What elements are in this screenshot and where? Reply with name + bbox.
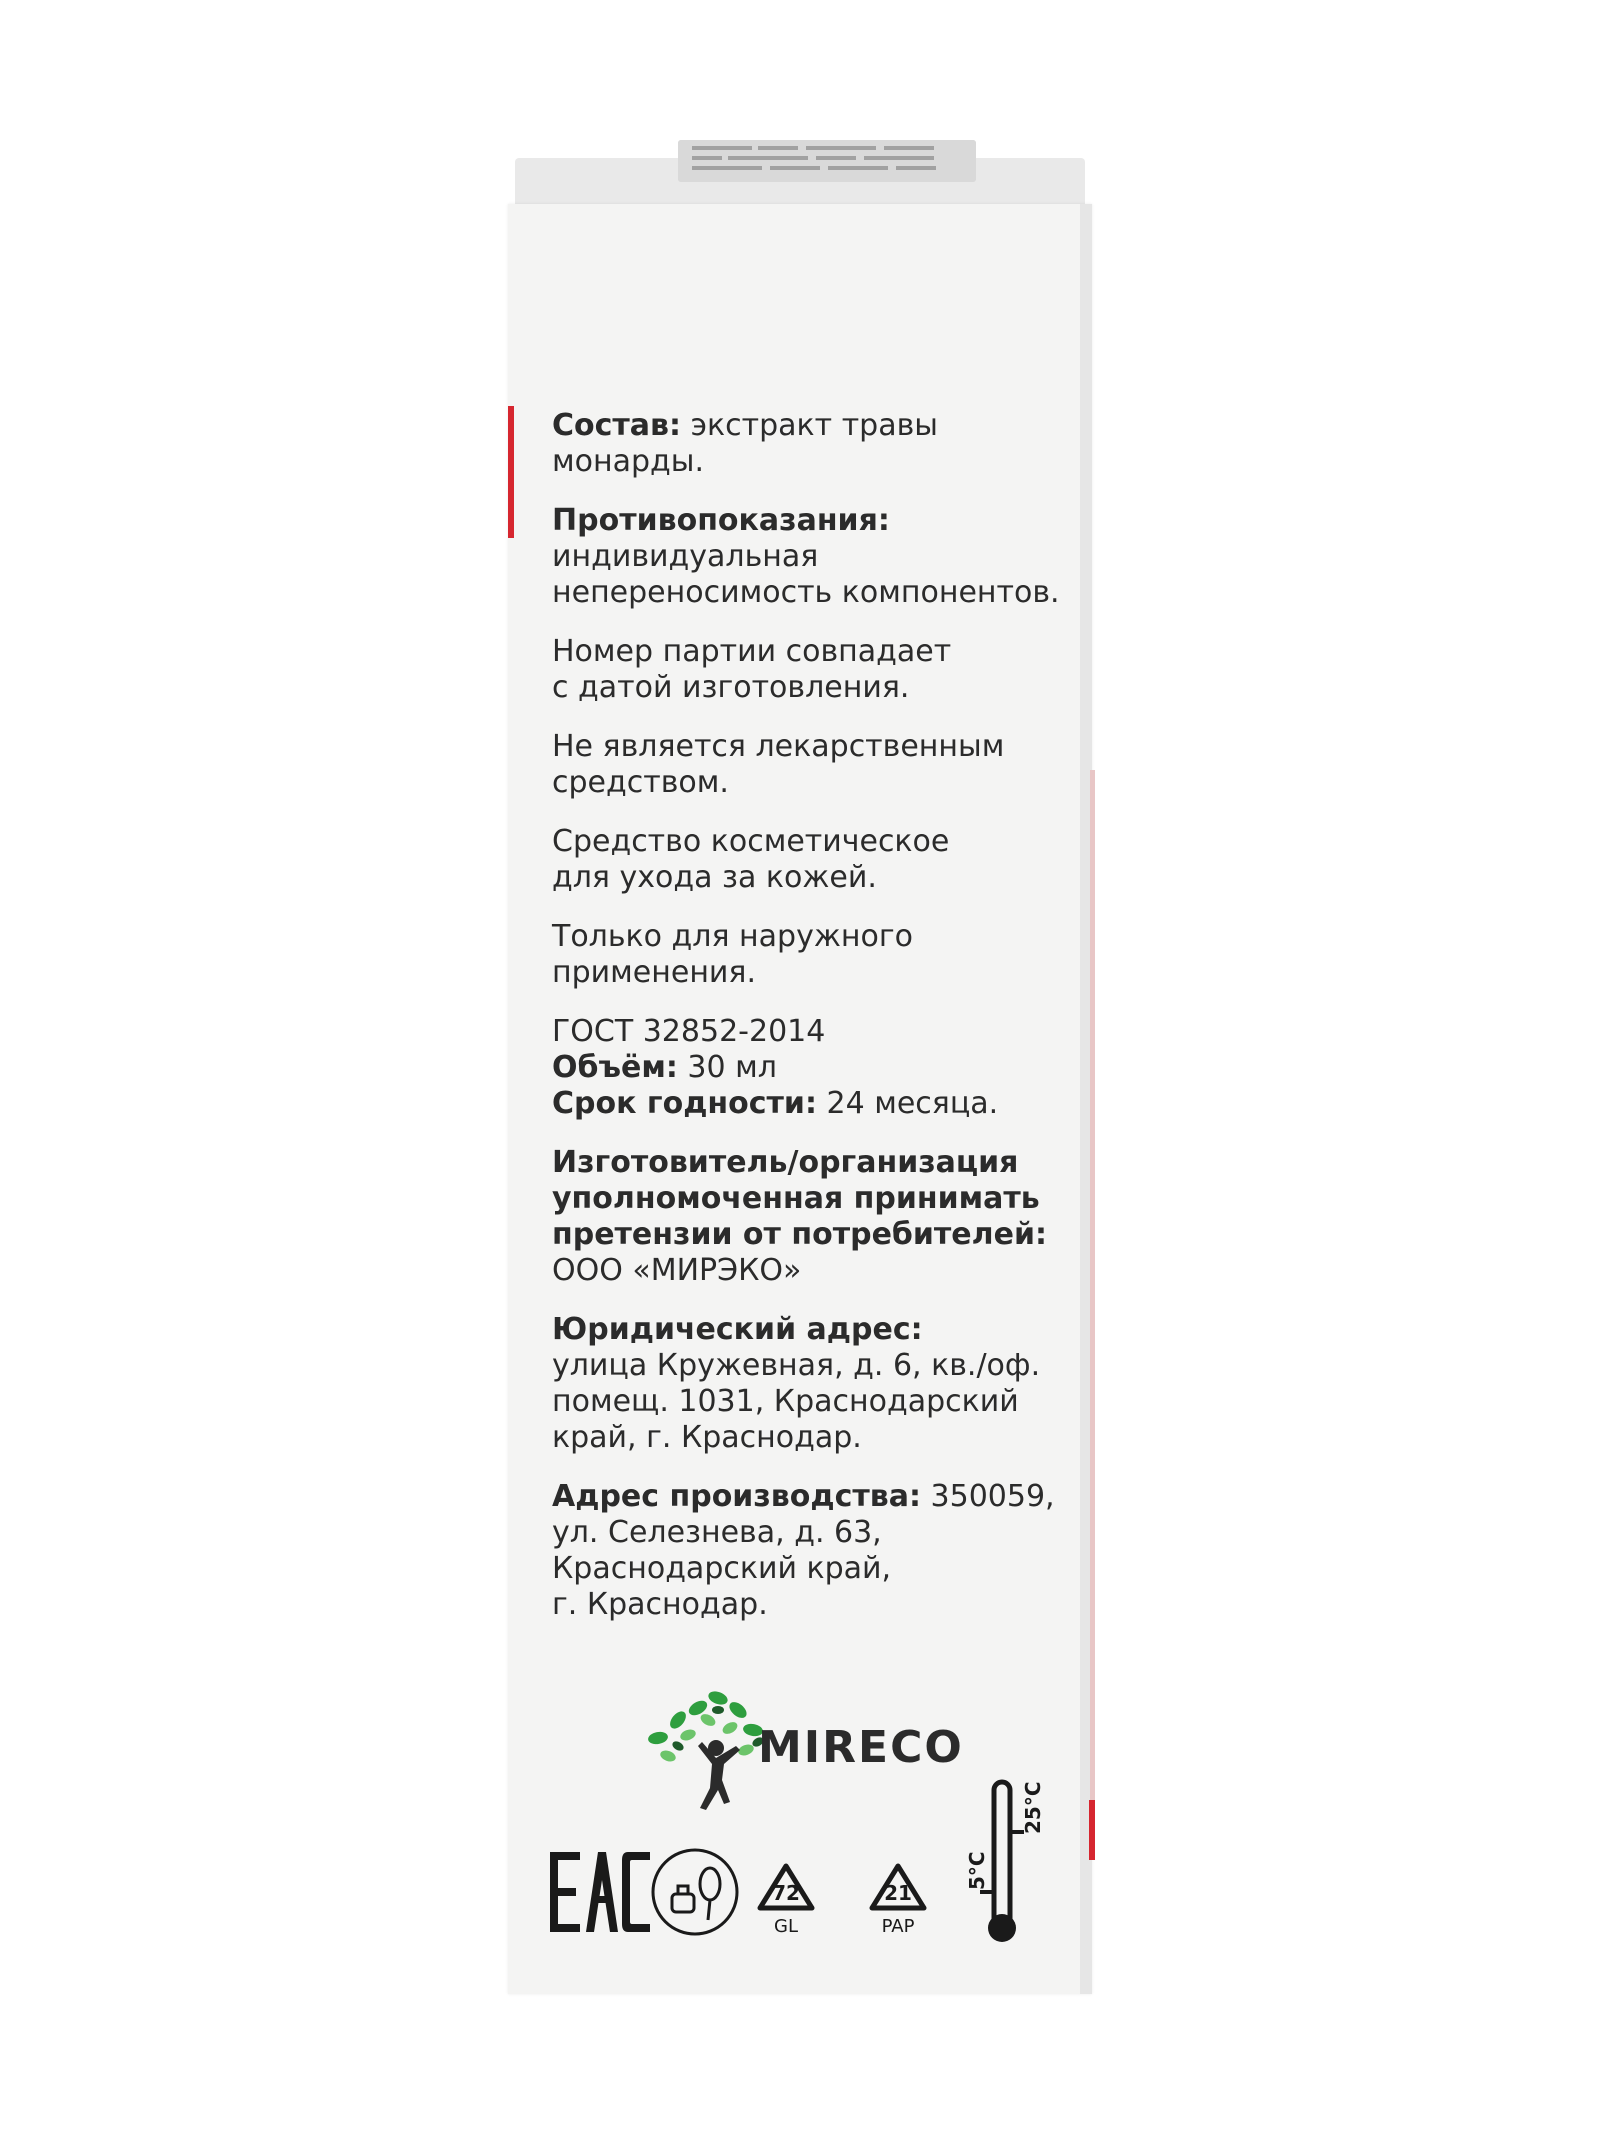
recycle-glass-number: 72 (772, 1881, 800, 1905)
composition-value: экстракт травы монарды. (552, 408, 938, 479)
batch-line1: Номер партии совпадает (552, 634, 952, 669)
composition-title: Состав: (552, 408, 682, 443)
batch-note (552, 634, 1072, 706)
production-address-zip: 350059, (930, 1479, 1055, 1514)
not-drug-line1: Не является лекарственным (552, 729, 1005, 764)
external-note (552, 919, 1072, 991)
shelf-life-label: Срок годности: (552, 1086, 817, 1121)
cosmetic-note (552, 824, 1072, 896)
red-stripe-right (1089, 1800, 1095, 1860)
temp-min-label: 5°C (965, 1851, 989, 1890)
not-drug-line2: средством. (552, 765, 729, 800)
contraindications-line2: непереносимость компонентов. (552, 575, 1060, 610)
gost: ГОСТ 32852-2014 (552, 1014, 826, 1049)
red-stripe-left (508, 406, 514, 538)
specs (552, 1014, 1072, 1122)
composition (552, 408, 1072, 480)
volume-label: Объём: (552, 1050, 678, 1085)
brand-logo-text (758, 1722, 964, 1773)
contraindications-line1: индивидуальная (552, 539, 819, 574)
batch-line2: с датой изготовления. (552, 670, 910, 705)
legal-address-line3: край, г. Краснодар. (552, 1420, 862, 1455)
cosmetic-line1: Средство косметическое (552, 824, 950, 859)
legal-address-title: Юридический адрес: (552, 1312, 923, 1347)
contraindications (552, 503, 1072, 611)
production-address-line1: ул. Селезнева, д. 63, (552, 1515, 882, 1550)
manufacturer-line1: Изготовитель/организация (552, 1145, 1019, 1180)
barcode-sticker (678, 140, 976, 182)
legal-address-line1: улица Кружевная, д. 6, кв./оф. (552, 1348, 1041, 1383)
label-text (552, 408, 1072, 1646)
recycle-glass-label: GL (774, 1916, 798, 1937)
legal-address (552, 1312, 1072, 1456)
red-edge-right (1090, 770, 1095, 1820)
manufacturer (552, 1145, 1072, 1289)
manufacturer-name: ООО «МИРЭКО» (552, 1253, 802, 1288)
recycle-paper-number: 21 (884, 1881, 912, 1905)
manufacturer-line2: уполномоченная принимать (552, 1181, 1040, 1216)
contraindications-title: Противопоказания: (552, 503, 890, 538)
external-line1: Только для наружного (552, 919, 913, 954)
shelf-life-value: 24 месяца. (826, 1086, 999, 1121)
production-address-title: Адрес производства: (552, 1479, 921, 1514)
certification-symbols (540, 1772, 1060, 1952)
brand-logo-word: MIRECO (758, 1722, 964, 1773)
external-line2: применения. (552, 955, 757, 990)
manufacturer-line3: претензии от потребителей: (552, 1217, 1047, 1252)
eac-mark-icon (550, 1852, 650, 1932)
production-address-line3: г. Краснодар. (552, 1587, 768, 1622)
temp-max-label: 25°C (1021, 1781, 1045, 1834)
production-address (552, 1479, 1072, 1623)
production-address-line2: Краснодарский край, (552, 1551, 892, 1586)
legal-address-line2: помещ. 1031, Краснодарский (552, 1384, 1019, 1419)
volume-value: 30 мл (687, 1050, 777, 1085)
cosmetic-line2: для ухода за кожей. (552, 860, 877, 895)
recycle-paper-label: PAP (881, 1916, 915, 1937)
not-drug-note (552, 729, 1072, 801)
cosmetic-symbol-icon (653, 1850, 737, 1934)
